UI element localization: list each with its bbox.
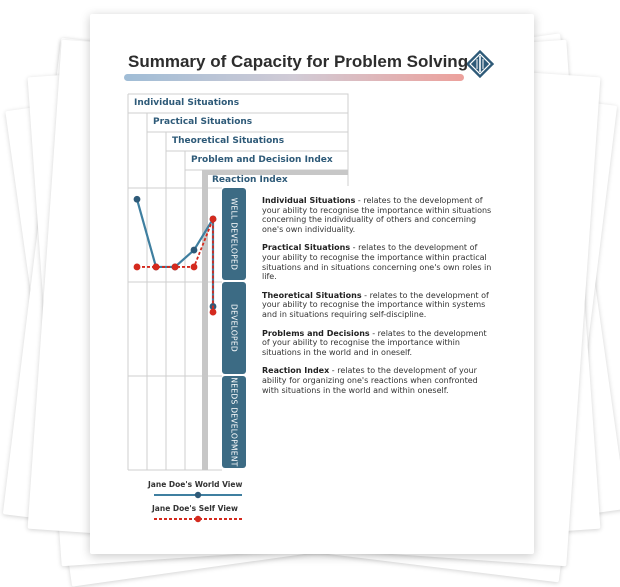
page-title: Summary of Capacity for Problem Solving	[128, 52, 469, 71]
descriptions	[262, 196, 492, 404]
legend-self-swatch	[148, 513, 248, 525]
self-view-point	[134, 264, 141, 271]
column-header-problem-decision: Problem and Decision Index	[191, 155, 333, 165]
report-page	[90, 14, 534, 554]
legend-self-label: Jane Doe's Self View	[152, 504, 238, 513]
self-view-point	[210, 309, 217, 316]
band-label: WELL DEVELOPED	[229, 197, 239, 271]
description-item: Reaction Index - relates to the development of your ability for organizing one's reactions when confronted with situations in the world and within oneself.	[262, 366, 478, 395]
self-view-point	[172, 264, 179, 271]
description-item: Problems and Decisions - relates to the development of your ability to recognise the importance within situations in the world and in oneself.	[262, 328, 487, 357]
description-item: Theoretical Situations - relates to the development of your ability to recognise the importance within systems and in situations requiring self-discipline.	[262, 290, 489, 319]
self-view-point	[153, 264, 160, 271]
description-item: Practical Situations - relates to the development of your ability to recognise the importance within practical situations and in situations concerning one's own roles in life.	[262, 243, 492, 282]
legend-world-label: Jane Doe's World View	[148, 480, 243, 489]
band-label: NEEDS DEVELOPMENT	[229, 377, 239, 467]
legend-world-swatch	[148, 489, 248, 501]
band-label: DEVELOPED	[229, 304, 239, 352]
title-underline	[124, 74, 464, 81]
description-item: Individual Situations - relates to the development of your ability to recognise the importance within situations concerning the individuality of others and concerning one's own individuality.	[262, 196, 492, 234]
self-view-point	[191, 264, 198, 271]
column-header-reaction: Reaction Index	[212, 175, 288, 185]
column-header-theoretical: Theoretical Situations	[172, 136, 285, 146]
column-header-individual: Individual Situations	[134, 98, 240, 108]
column-header-practical: Practical Situations	[153, 117, 253, 127]
world-view-point	[191, 247, 198, 254]
world-view-line	[137, 199, 213, 306]
world-view-point	[134, 196, 141, 203]
self-view-point	[210, 216, 217, 223]
